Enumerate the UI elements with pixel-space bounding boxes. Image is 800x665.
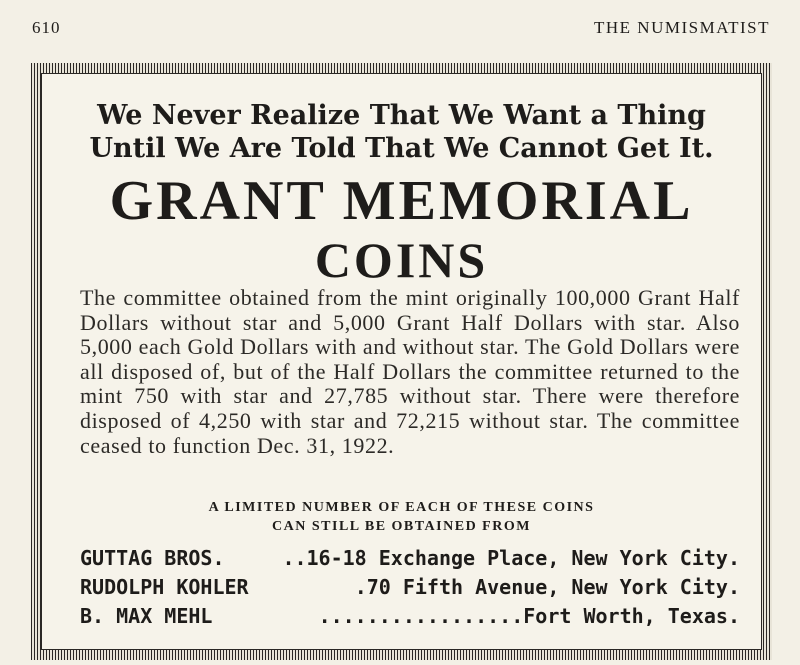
- headline-line-2: Until We Are Told That We Cannot Get It.: [89, 133, 714, 164]
- journal-name: THE NUMISMATIST: [594, 18, 770, 37]
- running-head: [0, 0, 800, 52]
- dealer-address: .................Fort Worth, Texas.: [318, 604, 740, 628]
- dealer-name: GUTTAG BROS.: [80, 546, 225, 570]
- advertisement: [41, 73, 762, 650]
- advertisement-frame: [31, 63, 772, 660]
- dealer-row: [80, 574, 740, 600]
- page-number: 610: [32, 18, 61, 37]
- notice-line-1: A LIMITED NUMBER OF EACH OF THESE COINS: [208, 500, 595, 515]
- dealer-name: B. MAX MEHL: [80, 604, 213, 628]
- dealer-name: RUDOLPH KOHLER: [80, 575, 249, 599]
- headline-line-1: We Never Realize That We Want a Thing: [97, 100, 706, 131]
- body-paragraph: The committee obtained from the mint originally 100,000 Grant Half Dollars without star and 5,000 Grant Half Dollars with star. Also 5,000 each Gold Dollars with and without star. The Gold Dollars were all disposed of, but of the Half Dollars the committee returned to the mint 750 with star and 27,785 without star. There were therefore disposed of 4,250 with star and 72,215 without star. The committee ceased to function Dec. 31, 1922.: [80, 285, 740, 458]
- dealer-row: [80, 603, 740, 629]
- title-line-1: GRANT MEMORIAL: [109, 170, 694, 232]
- title-line-2: COINS: [314, 232, 489, 288]
- dealer-row: [80, 545, 740, 571]
- dealer-address: ..16-18 Exchange Place, New York City.: [282, 546, 740, 570]
- dealer-address: .70 Fifth Avenue, New York City.: [354, 575, 740, 599]
- notice-line-2: CAN STILL BE OBTAINED FROM: [272, 519, 531, 534]
